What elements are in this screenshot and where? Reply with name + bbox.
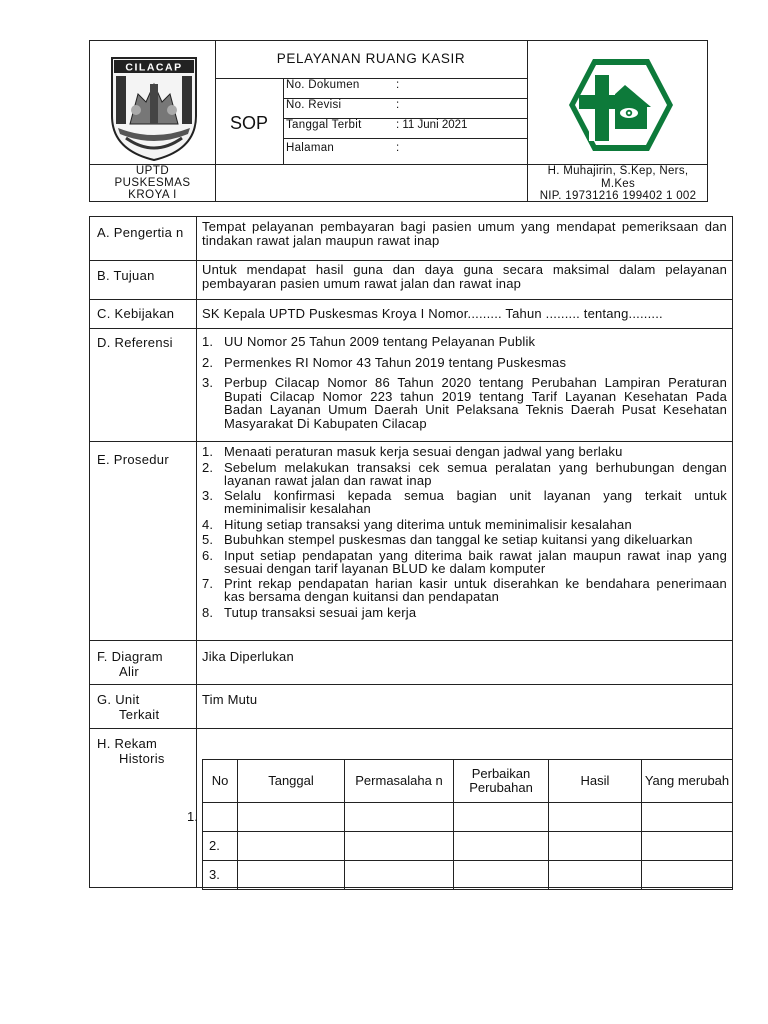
meta-value-halaman: :	[396, 142, 400, 154]
text-kebijakan: SK Kepala UPTD Puskesmas Kroya I Nomor......... Tahun ......... tentang.........	[202, 306, 663, 321]
list-item: 2. Permenkes RI Nomor 43 Tahun 2019 tentang Puskesmas	[202, 354, 567, 370]
list-item: 1. UU Nomor 25 Tahun 2009 tentang Pelayanan Publik	[202, 334, 536, 349]
row-number: 2.	[203, 832, 238, 861]
sop-label: SOP	[229, 113, 268, 133]
header-table	[89, 40, 708, 202]
list-item: 3. Perbup Cilacap Nomor 86 Tahun 2020 tentang Perubahan Lampiran Peraturan Bupati Cilacap Nomor 223 tahun 2019 tentang Tarif Layanan Kesehatan Pada Badan Layanan Umum Daerah Unit Pelaksana Teknis Daerah Pusat Kesehatan Masyarakat Di Kabupaten Cilacap	[202, 375, 727, 431]
label-referensi: D. Referensi	[97, 335, 173, 350]
cilacap-emblem	[108, 54, 200, 162]
document-title: PELAYANAN RUANG KASIR	[276, 51, 466, 66]
organization-name: UPTD PUSKESMAS KROYA I	[114, 165, 191, 201]
table-row	[203, 832, 733, 861]
sop-content-table	[89, 216, 733, 888]
label-pengertian: A. Pengertia n	[97, 225, 184, 240]
text-tujuan: Untuk mendapat hasil guna dan daya guna secara maksimal dalam pelayanan pembayaran pasien umum rawat jalan dan rawat inap	[202, 262, 727, 291]
table-header-row	[203, 760, 733, 803]
text-unit-terkait: Tim Mutu	[202, 692, 258, 707]
list-item: 6. Input setiap pendapatan yang diterima baik rawat jalan maupun rawat inap yang sesuai dengan tarif layanan BLUD ke dalam komputer	[202, 547, 727, 576]
column-header: Perbaikan Perubahan	[454, 760, 549, 803]
label-rekam-historis: H. Rekam Historis	[97, 736, 165, 766]
text-diagram-alir: Jika Diperlukan	[202, 649, 294, 664]
label-prosedur: E. Prosedur	[97, 452, 169, 467]
meta-value-revisi: :	[396, 99, 400, 111]
column-header: No	[203, 760, 238, 803]
row-number	[203, 803, 238, 832]
text-pengertian: Tempat pelayanan pembayaran bagi pasien umum yang mendapat pemeriksaan dan tindakan rawat jalan maupun rawat inap	[202, 219, 727, 248]
referensi-list	[202, 335, 727, 437]
table-row	[203, 803, 733, 832]
label-diagram-alir: F. Diagram Alir	[97, 649, 163, 679]
puskesmas-logo	[565, 55, 677, 155]
meta-label-halaman: Halaman	[286, 142, 335, 154]
stray-number: 1.	[187, 809, 198, 824]
label-unit-terkait: G. Unit Terkait	[97, 692, 160, 722]
meta-value-dokumen: :	[396, 79, 400, 91]
list-item: 1. Menaati peraturan masuk kerja sesuai dengan jadwal yang berlaku	[202, 444, 623, 459]
label-kebijakan: C. Kebijakan	[97, 306, 175, 321]
list-item: 7. Print rekap pendapatan harian kasir untuk diserahkan ke bendahara penerimaan kas bersama dengan kuitansi dan pendapatan	[202, 576, 727, 604]
row-number: 3.	[203, 861, 238, 890]
emblem-text: CILACAP	[125, 61, 183, 74]
column-header: Yang merubah	[642, 760, 733, 803]
rekam-historis-table	[202, 759, 733, 890]
list-item: 8. Tutup transaksi sesuai jam kerja	[202, 604, 417, 620]
list-item: 3. Selalu konfirmasi kepada semua bagian unit layanan yang terkait untuk meminimalisir kesalahan	[202, 488, 727, 516]
list-item: 2. Sebelum melakukan transaksi cek semua peralatan yang berhubungan dengan layanan rawat jalan dan rawat inap	[202, 459, 727, 488]
list-item: 4. Hitung setiap transaksi yang diterima untuk meminimalisir kesalahan	[202, 516, 632, 532]
meta-label-tanggal: Tanggal Terbit	[286, 119, 362, 131]
meta-label-dokumen: No. Dokumen	[286, 79, 360, 91]
column-header: Hasil	[549, 760, 642, 803]
column-header: Permasalaha n	[345, 760, 454, 803]
list-item: 5. Bubuhkan stempel puskesmas dan tanggal ke setiap kuitansi yang dikeluarkan	[202, 532, 693, 547]
table-row	[203, 861, 733, 890]
prosedur-list	[202, 445, 727, 621]
signer-block: H. Muhajirin, S.Kep, Ners, M.Kes NIP. 19731216 199402 1 002	[539, 165, 697, 202]
meta-value-tanggal: : 11 Juni 2021	[396, 119, 468, 131]
label-tujuan: B. Tujuan	[97, 268, 155, 283]
column-header: Tanggal	[238, 760, 345, 803]
meta-label-revisi: No. Revisi	[286, 99, 342, 111]
